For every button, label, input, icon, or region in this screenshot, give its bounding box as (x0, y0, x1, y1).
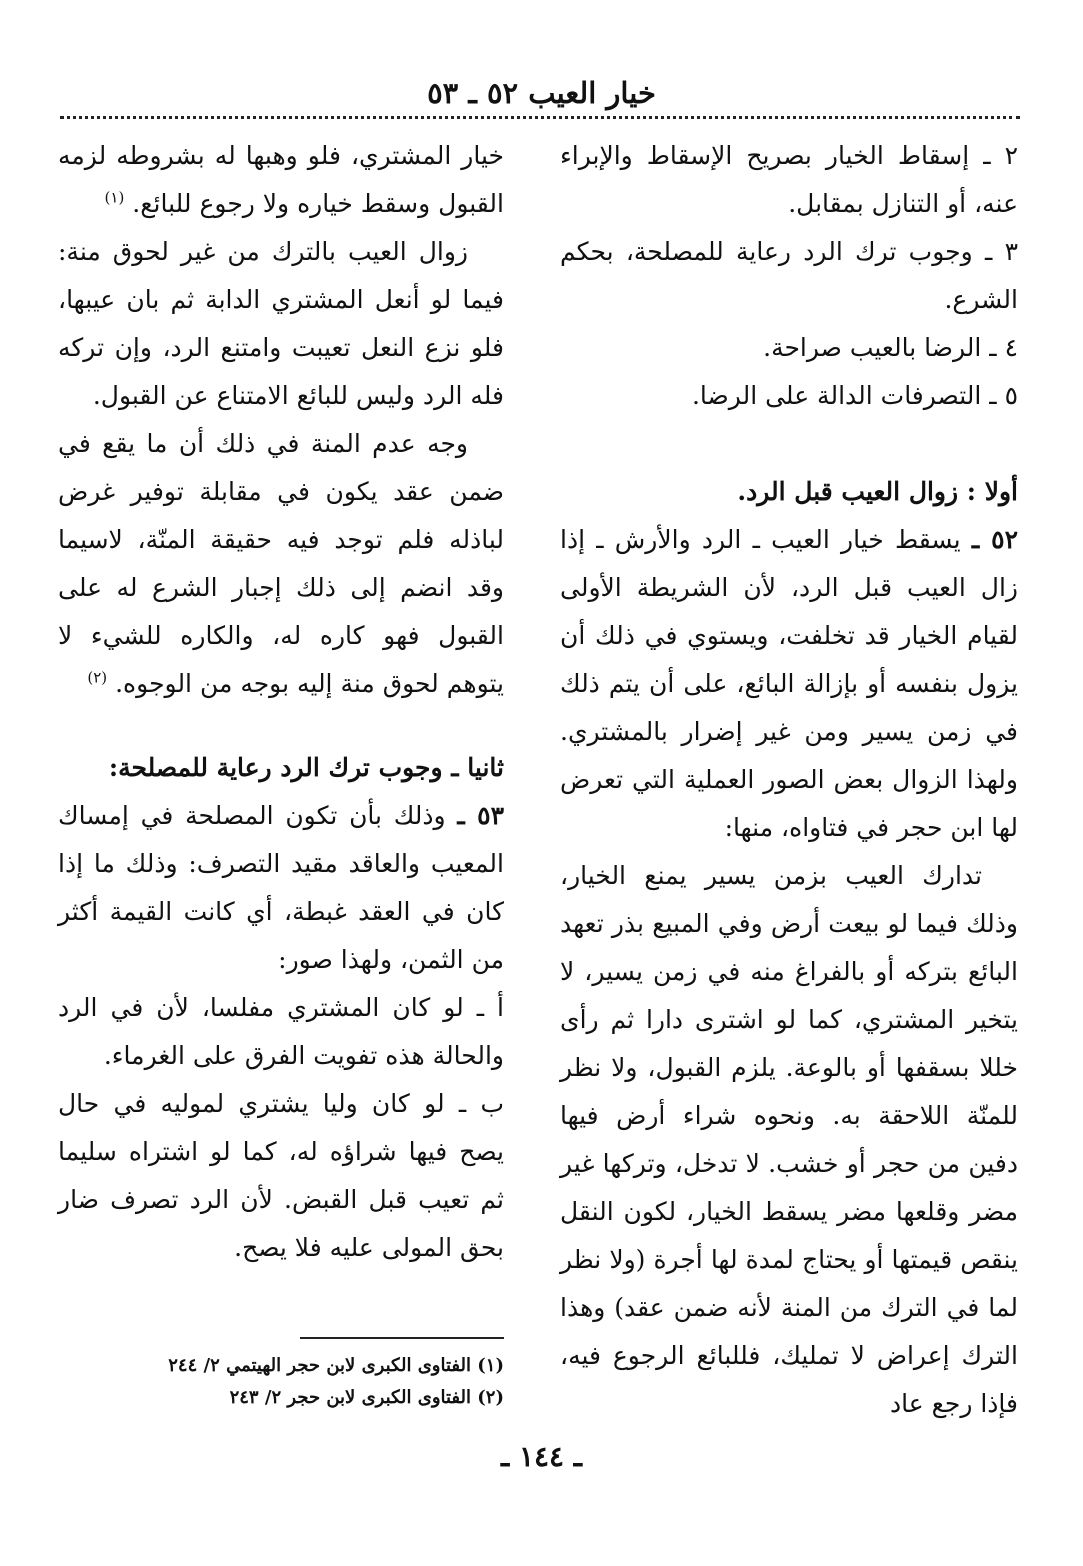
paragraph-number-52: ٥٢ ـ (971, 525, 1018, 554)
list-item-2: ٢ ـ إسقاط الخيار بصريح الإسقاط والإبراء عنه، أو التنازل بمقابل. (560, 141, 1018, 218)
page-number: ـ ١٤٤ ـ (500, 1440, 583, 1473)
section-gap (58, 708, 504, 744)
footnote-ref-2: (٢) (87, 668, 108, 687)
paragraph-53-body: وذلك بأن تكون المصلحة في إمساك المعيب والعاقد مقيد التصرف: وذلك ما إذا كان في العقد غبطة، أي كانت القيمة أكثر من الثمن، ولهذا صور: (58, 801, 504, 974)
paragraph-53 (58, 792, 504, 984)
section-gap (560, 420, 1018, 468)
footnotes (58, 1350, 504, 1413)
list-item-4: ٤ ـ الرضا بالعيب صراحة. (763, 333, 1018, 362)
footnote-rule (300, 1337, 504, 1339)
paragraph-52-body: إذا زال العيب قبل الرد، لأن الشريطة الأولى لقيام الخيار قد تخلفت، ويستوي في ذلك أن يزول بنفسه أو بإزالة البائع، على أن يتم ذلك في زمن يسير ومن غير إضرار بالمشتري. ولهذا الزوال بعض الصور العملية التي تعرض لها ابن حجر في فتاواه، منها: (560, 525, 1018, 842)
no-favor-text: وجه عدم المنة في ذلك أن ما يقع في ضمن عقد يكون في مقابلة توفير غرض لباذله فلم توجد فيه حقيقة المنّة، لاسيما وقد انضم إلى ذلك إجبار الشرع له على القبول فهو كاره له، والكاره للشيء لا يتوهم لحوق منة إليه بوجه من الوجوه. (58, 429, 504, 698)
continuation-paragraph (58, 132, 504, 228)
continuation-text: خيار المشتري، فلو وهبها له بشروطه لزمه القبول وسقط خياره ولا رجوع للبائع. (58, 141, 504, 218)
header-dotted-rule (60, 116, 1020, 119)
paragraph-number-53: ٥٣ ـ (457, 801, 505, 830)
list-item-a: أ ـ لو كان المشتري مفلسا، لأن في الرد والحالة هذه تفويت الفرق على الغرماء. (58, 993, 504, 1070)
section-heading-second: ثانيا ـ وجوب ترك الرد رعاية للمصلحة: (108, 753, 504, 782)
right-column (560, 132, 1018, 1428)
paragraph-removal-by-leaving: زوال العيب بالترك من غير لحوق منة: فيما لو أنعل المشتري الدابة ثم بان عيبها، فلو نزع النعل تعيبت وامتنع الرد، وإن تركه فله الرد وليس للبائع الامتناع عن القبول. (58, 237, 504, 410)
list-item-3: ٣ ـ وجوب ترك الرد رعاية للمصلحة، بحكم الشرع. (560, 237, 1018, 314)
paragraph-52-title: يسقط خيار العيب ـ الرد والأرش ـ (596, 525, 961, 554)
footnote-ref-1: (١) (104, 188, 125, 207)
fatwa-quote: تدارك العيب بزمن يسير يمنع الخيار، وذلك فيما لو بيعت أرض وفي المبيع بذر تعهد البائع بتركه أو بالفراغ منه في زمن يسير، لا يتخير المشتري، كما لو اشترى دارا ثم رأى خللا بسقفها أو بالوعة. يلزم القبول، ولا نظر للمنّة اللاحقة به. ونحوه شراء أرض فيها دفين من حجر أو خشب. لا تدخل، وتركها غير مضر وقلعها مضر يسقط الخيار، لكون النقل ينقص قيمتها أو يحتاج لمدة لها أجرة (ولا نظر لما في الترك من المنة لأنه ضمن عقد) وهذا الترك إعراض لا تمليك، فللبائع الرجوع فيه، فإذا رجع عاد (560, 861, 1018, 1418)
footnote-2: (٢) الفتاوى الكبرى لابن حجر ٢/ ٢٤٣ (229, 1386, 504, 1408)
list-item-b: ب ـ لو كان وليا يشتري لموليه في حال يصح فيها شراؤه له، كما لو اشتراه سليما ثم تعيب قبل القبض. لأن الرد تصرف ضار بحق المولى عليه فلا يصح. (58, 1089, 504, 1262)
footnote-1: (١) الفتاوى الكبرى لابن حجر الهيتمي ٢/ ٢٤٤ (168, 1355, 504, 1376)
running-title: خيار العيب ٥٢ ـ ٥٣ (427, 76, 656, 110)
paragraph-52 (560, 516, 1018, 852)
left-column (58, 132, 504, 1272)
section-heading-first: أولا : زوال العيب قبل الرد. (737, 477, 1018, 506)
paragraph-no-favor (58, 420, 504, 708)
list-item-5: ٥ ـ التصرفات الدالة على الرضا. (691, 381, 1018, 410)
